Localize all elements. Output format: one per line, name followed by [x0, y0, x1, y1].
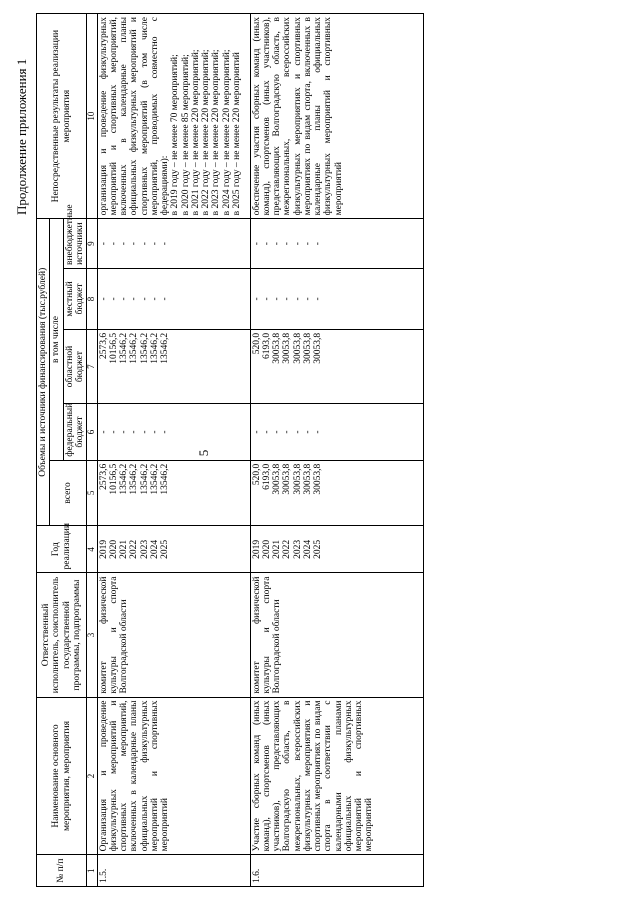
federal-values — [97, 404, 250, 460]
year-value: 2020 — [261, 539, 272, 559]
local-value: - — [129, 297, 140, 301]
regional-value: 13546,2 — [149, 332, 160, 364]
result-line: в 2019 году – не менее 70 мероприятий; — [170, 54, 181, 216]
page-number: 5 — [196, 449, 211, 457]
offbudget-value: - — [98, 242, 109, 246]
year-value: 2023 — [139, 539, 150, 559]
total-value: 30053,8 — [292, 463, 303, 495]
total-value: 520,0 — [251, 463, 262, 486]
regional-value: 30053,8 — [313, 332, 324, 364]
year-value: 2025 — [313, 539, 324, 559]
total-value: 13546,2 — [119, 463, 130, 495]
result-line: в 2023 году – не менее 220 мероприятий; — [211, 49, 222, 216]
federal-value: - — [261, 430, 272, 434]
local-values — [250, 269, 423, 330]
total-value: 30053,8 — [313, 463, 324, 495]
year-value: 2024 — [302, 539, 313, 559]
continuation-caption: Продолжение приложения 1 — [14, 58, 29, 215]
local-value: - — [139, 297, 150, 301]
federal-value: - — [160, 430, 171, 434]
year-value: 2020 — [108, 539, 119, 559]
column-number: 3 — [87, 573, 98, 697]
total-value: 30053,8 — [272, 463, 283, 495]
column-number: 8 — [87, 269, 98, 330]
year-value: 2023 — [292, 539, 303, 559]
regional-values — [97, 329, 250, 403]
year-value: 2019 — [251, 539, 262, 559]
column-number: 1 — [87, 855, 98, 887]
executor: комитет физической культуры и спорта Волгоградской области — [97, 573, 250, 697]
header-federal: федеральный бюджет — [63, 404, 87, 460]
header-num: № п/п — [37, 855, 87, 887]
total-value: 13546,2 — [129, 463, 140, 495]
row-num: 1.6. — [250, 855, 423, 887]
offbudget-value: - — [272, 242, 283, 246]
year-value: 2021 — [272, 539, 283, 559]
offbudget-value: - — [302, 242, 313, 246]
federal-value: - — [282, 430, 293, 434]
regional-value: 13546,2 — [160, 332, 171, 364]
regional-values — [250, 329, 423, 403]
column-number-row — [87, 14, 98, 887]
measures-table-grid — [36, 13, 424, 887]
result-line: в 2024 году – не менее 220 мероприятий; — [221, 49, 232, 216]
offbudget-value: - — [261, 242, 272, 246]
offbudget-value: - — [292, 242, 303, 246]
header-financing: Объемы и источники финансирования (тыс.рублей) — [37, 219, 50, 526]
result-line: в 2025 году – не менее 220 мероприятий — [231, 52, 242, 216]
result-line: обеспечение участия сборных команд (иных команд), спортсменов (иных участников), представляющих Волгоградскую область, в межрегиональных, всероссийских физкультурных мероприятиях и спортивных мероприятиях по видам спорта, включенных в календарные планы официальных физкультурных мероприятий и спортивных мероприятий — [251, 17, 344, 216]
regional-value: 30053,8 — [302, 332, 313, 364]
offbudget-value: - — [119, 242, 130, 246]
year-value: 2025 — [160, 539, 171, 559]
federal-value: - — [149, 430, 160, 434]
local-value: - — [272, 297, 283, 301]
column-number: 5 — [87, 460, 98, 525]
total-values — [250, 460, 423, 525]
local-value: - — [119, 297, 130, 301]
header-total: всего — [50, 460, 87, 525]
local-values — [97, 269, 250, 330]
header-name: Наименование основного мероприятия, мероприятия — [37, 697, 87, 855]
header-including: в том числе — [50, 219, 63, 460]
result-line: в 2022 году – не менее 220 мероприятий; — [201, 49, 212, 216]
year-list — [97, 526, 250, 573]
federal-value: - — [129, 430, 140, 434]
header-year: Год реализации — [37, 526, 87, 573]
regional-value: 30053,8 — [292, 332, 303, 364]
total-value: 6193,0 — [261, 463, 272, 490]
year-value: 2021 — [119, 539, 130, 559]
offbudget-value: - — [160, 242, 171, 246]
federal-value: - — [251, 430, 262, 434]
regional-value: 13546,2 — [129, 332, 140, 364]
column-number: 4 — [87, 526, 98, 573]
offbudget-values — [97, 219, 250, 269]
offbudget-value: - — [251, 242, 262, 246]
header-regional: областной бюджет — [63, 329, 87, 403]
federal-value: - — [313, 430, 324, 434]
row-num: 1.5. — [97, 855, 250, 887]
local-value: - — [108, 297, 119, 301]
year-list — [250, 526, 423, 573]
federal-value: - — [139, 430, 150, 434]
local-value: - — [292, 297, 303, 301]
offbudget-value: - — [282, 242, 293, 246]
offbudget-value: - — [149, 242, 160, 246]
header-row-1 — [37, 14, 50, 887]
header-offbudget: внебюджетные источники — [63, 219, 87, 269]
federal-value: - — [119, 430, 130, 434]
year-value: 2022 — [282, 539, 293, 559]
federal-value: - — [98, 430, 109, 434]
result-line: в 2020 году – не менее 85 мероприятий; — [180, 54, 191, 216]
table-row-1-5 — [97, 14, 250, 887]
federal-value: - — [108, 430, 119, 434]
regional-value: 6193,0 — [261, 332, 272, 360]
federal-value: - — [272, 430, 283, 434]
offbudget-value: - — [108, 242, 119, 246]
local-value: - — [282, 297, 293, 301]
offbudget-value: - — [129, 242, 140, 246]
regional-value: 520,0 — [251, 332, 262, 355]
total-values — [97, 460, 250, 525]
year-value: 2019 — [98, 539, 109, 559]
federal-value: - — [302, 430, 313, 434]
local-value: - — [302, 297, 313, 301]
regional-value: 10156,5 — [108, 332, 119, 364]
total-value: 13546,2 — [160, 463, 171, 495]
year-value: 2024 — [149, 539, 160, 559]
result-text — [250, 14, 423, 219]
column-number: 7 — [87, 329, 98, 403]
column-number: 2 — [87, 697, 98, 855]
local-value: - — [149, 297, 160, 301]
total-value: 10156,5 — [108, 463, 119, 495]
header-results: Непосредственные результаты реализации мероприятия — [37, 14, 87, 219]
local-value: - — [251, 297, 262, 301]
program-measures-table — [36, 13, 466, 887]
regional-value: 13546,2 — [139, 332, 150, 364]
column-number: 6 — [87, 404, 98, 460]
local-value: - — [313, 297, 324, 301]
federal-value: - — [292, 430, 303, 434]
measure-name: Участие сборных команд (иных команд), спортсменов (иных участников), представляющих Волгоградскую область, в межрегиональных, всероссийских физкультурных мероприятиях и спортивных мероприятиях по видам спорта в соответствии с календарными планами официальных физкультурных мероприятий и спортивных мероприятий — [250, 697, 423, 855]
total-value: 30053,8 — [282, 463, 293, 495]
total-value: 2573,6 — [98, 463, 109, 490]
table-row-1-6 — [250, 14, 423, 887]
regional-value: 2573,6 — [98, 332, 109, 360]
local-value: - — [98, 297, 109, 301]
column-number: 10 — [87, 14, 98, 219]
result-line: организация и проведение физкультурных мероприятий и спортивных мероприятий, включенных в календарные планы официальных физкультурных мероприятий и спортивных мероприятий (в том числе мероприятий, проводимых совместно с федерациями): — [98, 17, 171, 216]
federal-values — [250, 404, 423, 460]
year-value: 2022 — [129, 539, 140, 559]
offbudget-value: - — [313, 242, 324, 246]
result-text — [97, 14, 250, 219]
regional-value: 30053,8 — [272, 332, 283, 364]
offbudget-values — [250, 219, 423, 269]
regional-value: 13546,2 — [119, 332, 130, 364]
total-value: 30053,8 — [302, 463, 313, 495]
column-number: 9 — [87, 219, 98, 269]
regional-value: 30053,8 — [282, 332, 293, 364]
total-value: 13546,2 — [149, 463, 160, 495]
local-value: - — [160, 297, 171, 301]
result-line: в 2021 году – не менее 220 мероприятий; — [190, 49, 201, 216]
header-executor: Ответственный исполнитель, соисполнитель государственной программы, подпрограммы — [37, 573, 87, 697]
executor: комитет физической культуры и спорта Волгоградской области — [250, 573, 423, 697]
offbudget-value: - — [139, 242, 150, 246]
local-value: - — [261, 297, 272, 301]
header-local: местный бюджет — [63, 269, 87, 330]
total-value: 13546,2 — [139, 463, 150, 495]
measure-name: Организация и проведение физкультурных мероприятий и спортивных мероприятий, включенных в календарные планы официальных физкультурных мероприятий и спортивных мероприятий — [97, 697, 250, 855]
